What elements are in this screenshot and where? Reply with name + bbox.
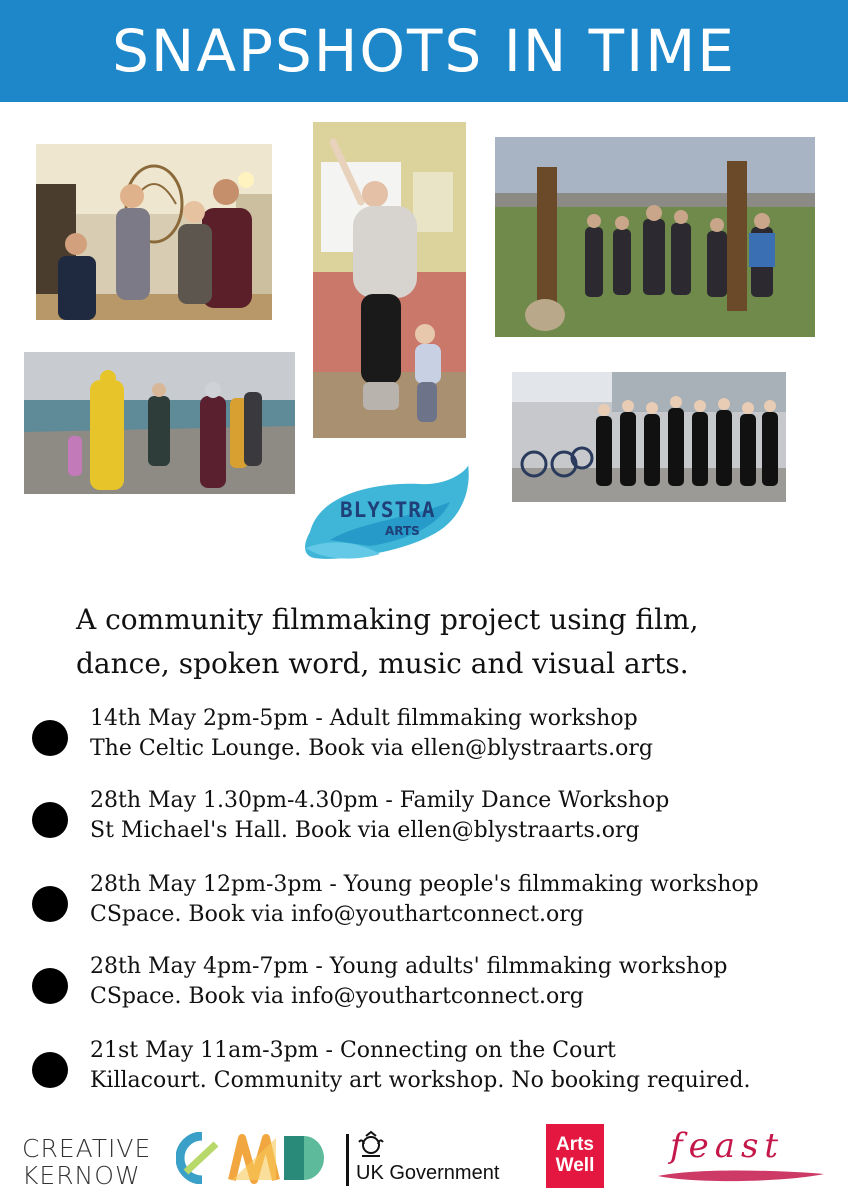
blystra-logo-sub: ARTS <box>385 524 420 538</box>
event-details: CSpace. Book via info@youthartconnect.org <box>90 984 584 1009</box>
uk-government-logo <box>346 1130 508 1186</box>
cmp-logo <box>176 1132 326 1184</box>
arts-well-line-1: Arts <box>555 1134 594 1155</box>
photo-willow-sculpture-workshop <box>30 138 278 326</box>
royal-crest-icon <box>356 1130 386 1158</box>
creative-kernow-logo <box>22 1135 151 1189</box>
description-line-1: A community filmmaking project using film, <box>76 603 699 636</box>
feast-logo <box>656 1126 826 1188</box>
event-details: Killacourt. Community art workshop. No booking required. <box>90 1068 751 1093</box>
page-title: SNAPSHOTS IN TIME <box>112 17 736 85</box>
photo-indoor-dance <box>313 122 466 438</box>
project-description <box>76 598 816 686</box>
event-title: 28th May 4pm-7pm - Young adults' filmmaking workshop <box>90 954 728 979</box>
photo-seafront-group <box>24 352 295 494</box>
event-title: 14th May 2pm-5pm - Adult filmmaking workshop <box>90 706 638 731</box>
uk-government-label: UK Government <box>356 1162 500 1184</box>
bullet-icon <box>32 1052 68 1088</box>
bullet-icon <box>32 720 68 756</box>
bullet-icon <box>32 886 68 922</box>
feast-logo-word: feast <box>670 1126 785 1166</box>
arts-well-line-2: Well <box>555 1155 595 1176</box>
title-banner <box>0 0 848 102</box>
blystra-logo-word: BLYSTRA <box>340 498 436 522</box>
event-item <box>32 954 832 1024</box>
creative-kernow-line-2: KERNOW <box>22 1161 141 1190</box>
bullet-icon <box>32 802 68 838</box>
event-item <box>32 1038 832 1108</box>
event-details: The Celtic Lounge. Book via ellen@blystraarts.org <box>90 736 653 761</box>
photo-youth-dance-group <box>512 372 786 502</box>
blystra-arts-logo <box>300 462 474 566</box>
event-title: 21st May 11am-3pm - Connecting on the Court <box>90 1038 616 1063</box>
photo-wooden-posts-hillside <box>495 137 815 337</box>
creative-kernow-line-1: CREATIVE <box>22 1134 152 1163</box>
bullet-icon <box>32 968 68 1004</box>
event-title: 28th May 1.30pm-4.30pm - Family Dance Workshop <box>90 788 670 813</box>
event-title: 28th May 12pm-3pm - Young people's filmmaking workshop <box>90 872 759 897</box>
description-line-2: dance, spoken word, music and visual arts. <box>76 647 689 680</box>
event-details: CSpace. Book via info@youthartconnect.org <box>90 902 584 927</box>
event-item <box>32 872 832 942</box>
uk-government-rule <box>346 1134 349 1186</box>
event-item <box>32 706 832 776</box>
feast-brush-strap <box>656 1166 826 1184</box>
event-details: St Michael's Hall. Book via ellen@blystraarts.org <box>90 818 640 843</box>
event-item <box>32 788 832 858</box>
arts-well-logo <box>546 1124 604 1188</box>
